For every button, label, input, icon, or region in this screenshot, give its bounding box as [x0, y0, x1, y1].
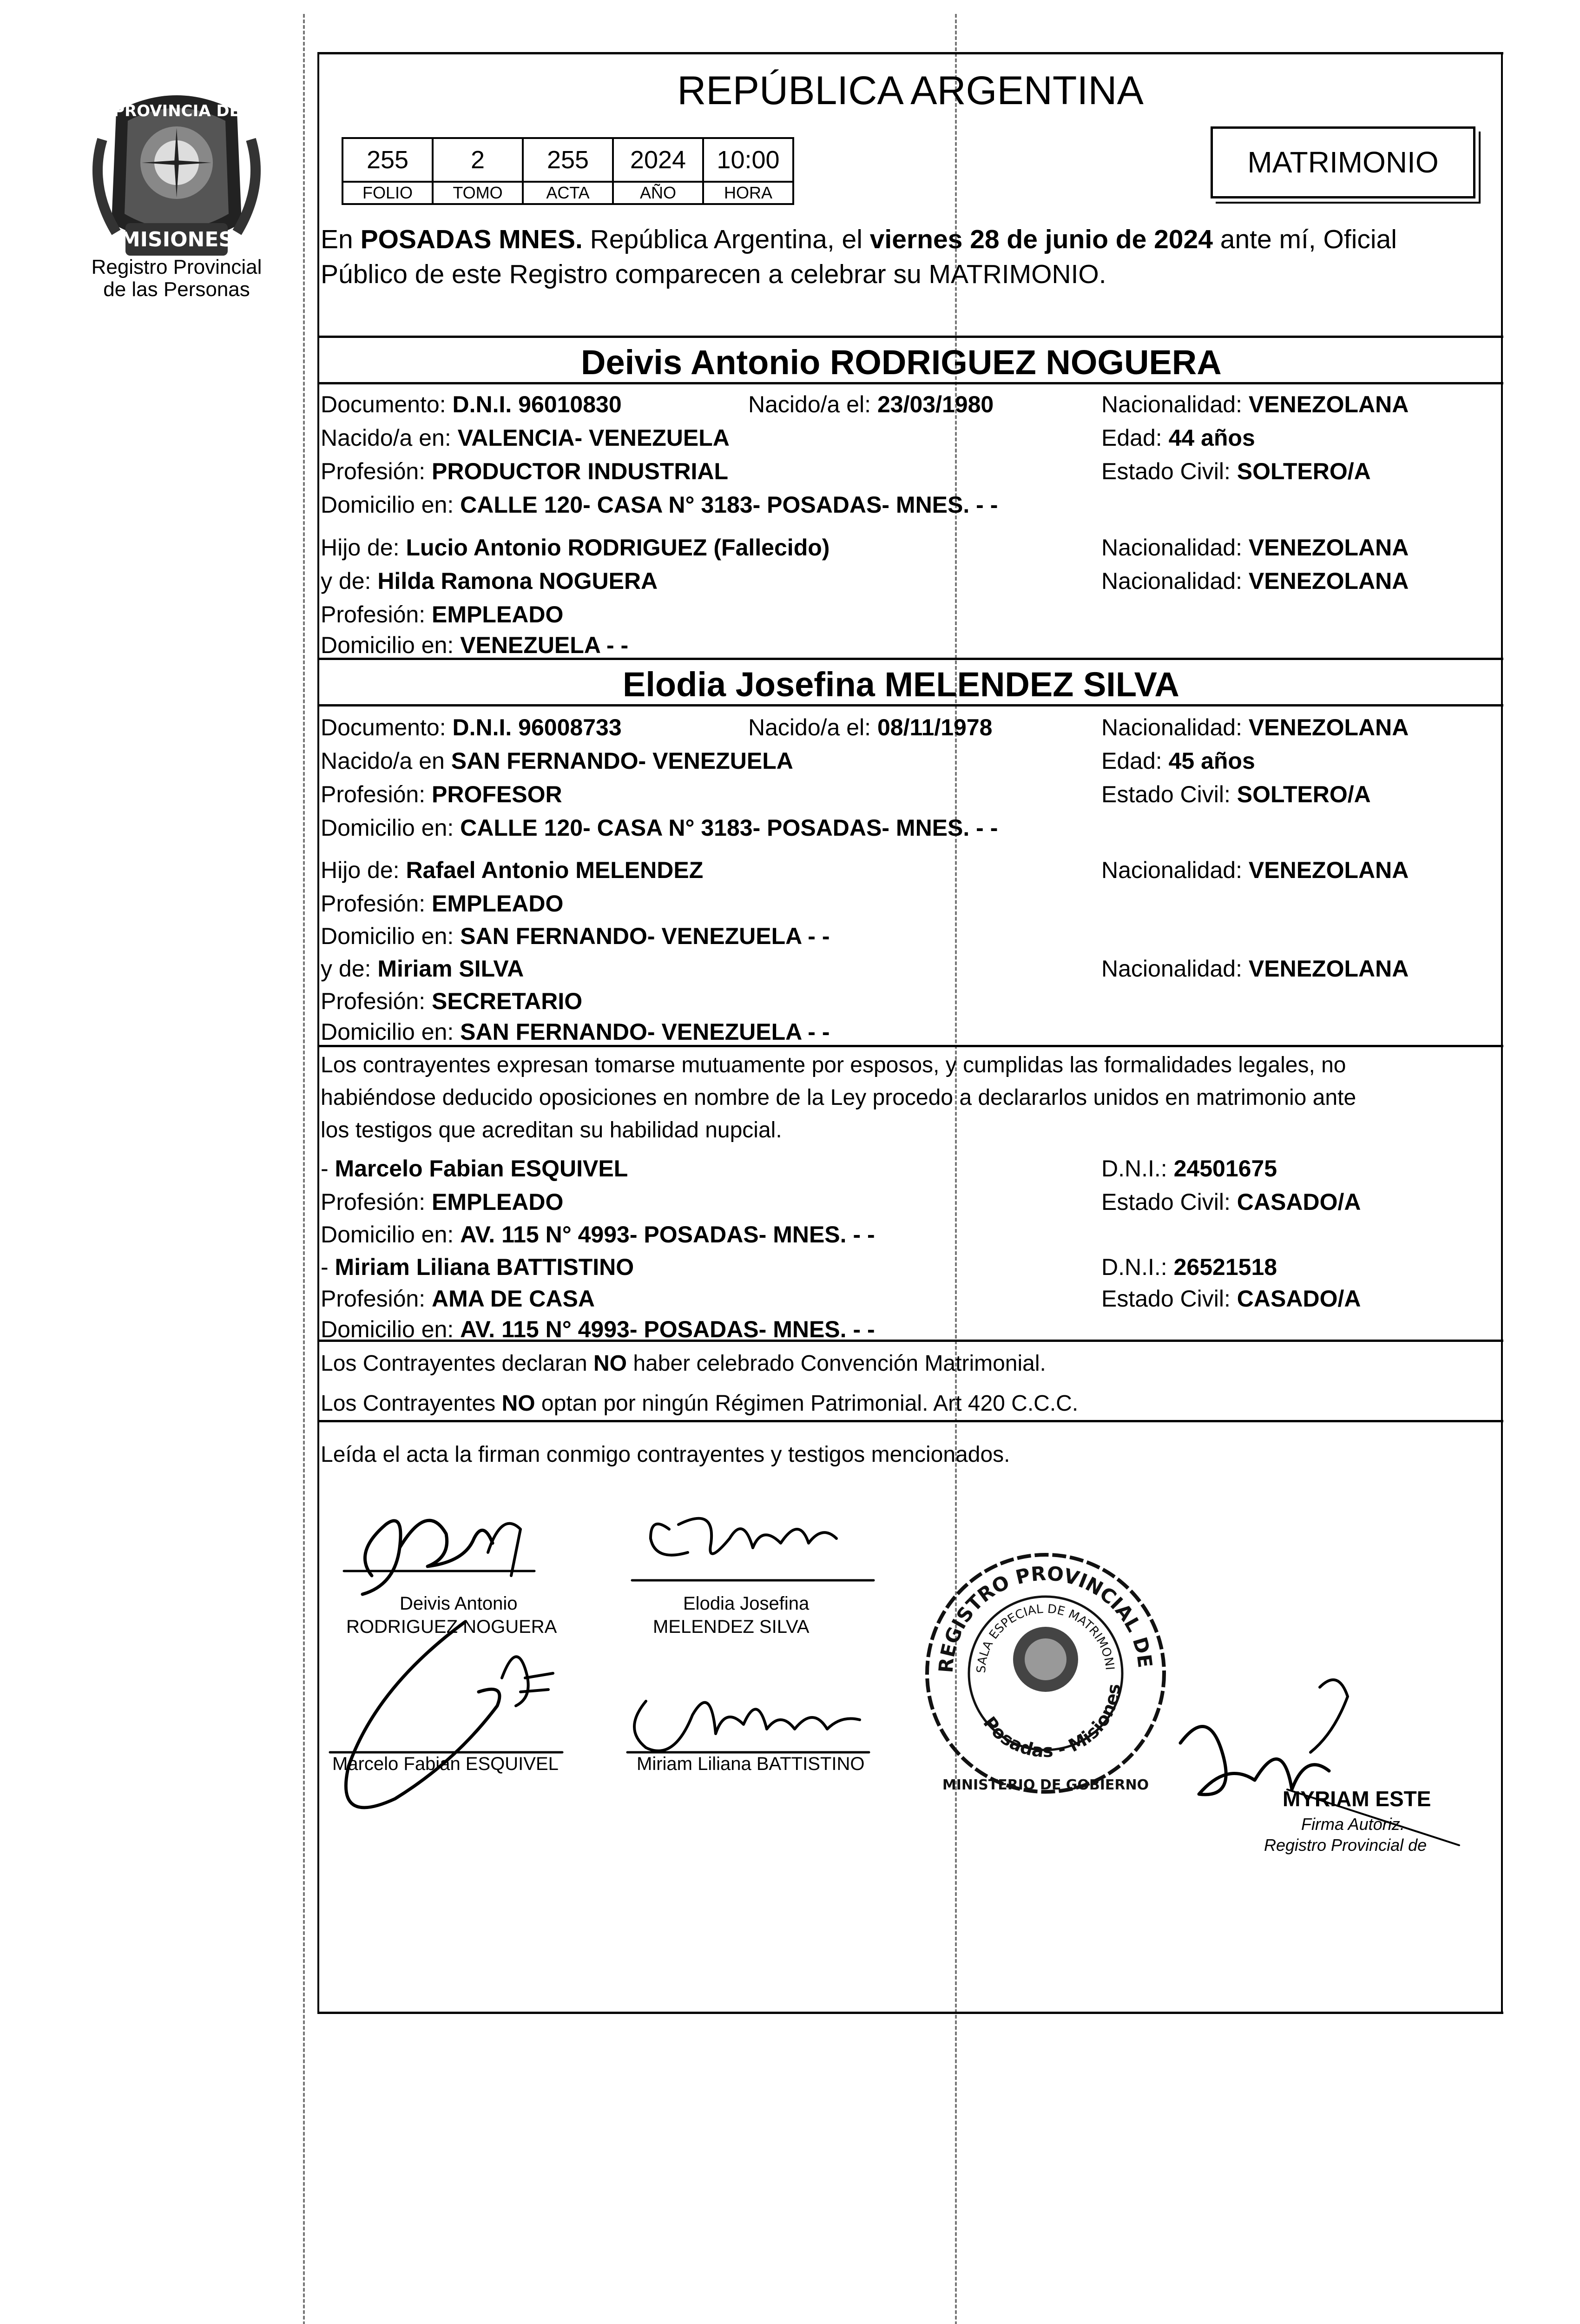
spouse2-nacido-el: Nacido/a el: 08/11/1978 [748, 714, 993, 740]
spouse2-documento: Documento: D.N.I. 96008733 [321, 714, 622, 740]
logo-caption-1: Registro Provincial [91, 256, 262, 278]
official-seal [915, 1543, 1176, 1803]
seal-stamp-icon [915, 1543, 1176, 1803]
seal-inner-text: SALA ESPECIAL DE MATRIMONI [974, 1602, 1117, 1674]
spouse2-padre-profesion: Profesión: EMPLEADO [321, 891, 564, 917]
frame-left [317, 52, 319, 2014]
spouse1-nacionalidad: Nacionalidad: VENEZOLANA [1101, 391, 1409, 417]
spouse1-padre-nacionalidad: Nacionalidad: VENEZOLANA [1101, 535, 1409, 561]
signature-witness2-label: Miriam Liliana BATTISTINO [637, 1754, 865, 1774]
registry-info-table [342, 137, 794, 205]
spouse2-nacido-en: Nacido/a en SAN FERNANDO- VENEZUELA [321, 748, 793, 774]
spouse1-estado-civil: Estado Civil: SOLTERO/A [1101, 458, 1371, 484]
signature-spouse2-label-2: MELENDEZ SILVA [653, 1617, 810, 1637]
hora-label: HORA [703, 182, 793, 204]
crest-top-text: PROVINCIA DE [113, 102, 240, 120]
intro-p3: República Argentina, el [582, 224, 870, 254]
witness1-dni: D.N.I.: 24501675 [1101, 1155, 1277, 1182]
ano-value: 2024 [613, 138, 703, 182]
spouse2-madre-domicilio: Domicilio en: SAN FERNANDO- VENEZUELA - - [321, 1019, 830, 1045]
witness2-domicilio: Domicilio en: AV. 115 N° 4993- POSADAS- MNES. - - [321, 1316, 875, 1342]
spouse1-profesion: Profesión: PRODUCTOR INDUSTRIAL [321, 458, 728, 484]
frame-top [317, 52, 1503, 54]
intro-line-2: Público de este Registro comparecen a celebrar su MATRIMONIO. [321, 259, 1106, 289]
declaration-line-2: habiéndose deducido oposiciones en nombre de la Ley procedo a declararlos unidos en matrimonio ante [321, 1085, 1356, 1110]
divider-after-convention [317, 1420, 1503, 1422]
ano-label: AÑO [613, 182, 703, 204]
spouse1-nacido-en: Nacido/a en: VALENCIA- VENEZUELA [321, 425, 730, 451]
hora-value: 10:00 [703, 138, 793, 182]
signature-witness1 [321, 1613, 581, 1855]
official-office: Registro Provincial de [1264, 1835, 1427, 1855]
province-crest-icon [84, 84, 270, 279]
seal-footer-text: MINISTERIO DE GOBIERNO [942, 1777, 1149, 1793]
spouse1-padres-domicilio: Domicilio en: VENEZUELA - - [321, 632, 629, 658]
spouse1-name: Deivis Antonio RODRIGUEZ NOGUERA [581, 343, 1222, 382]
spouse2-madre: y de: Miriam SILVA [321, 956, 524, 982]
witness2-profesion: Profesión: AMA DE CASA [321, 1286, 595, 1312]
witness2-estado-civil: Estado Civil: CASADO/A [1101, 1286, 1361, 1312]
margin-guide-left [303, 14, 305, 2324]
logo-caption-2: de las Personas [103, 278, 250, 301]
spouse2-domicilio: Domicilio en: CALLE 120- CASA N° 3183- POSADAS- MNES. - - [321, 815, 998, 841]
signature-witness1-label: Marcelo Fabian ESQUIVEL [332, 1754, 559, 1774]
official-name: MYRIAM ESTE [1283, 1787, 1431, 1811]
tomo-label: TOMO [433, 182, 523, 204]
witness1-estado-civil: Estado Civil: CASADO/A [1101, 1189, 1361, 1215]
divider-after-intro [317, 336, 1503, 338]
spouse2-padre-domicilio: Domicilio en: SAN FERNANDO- VENEZUELA - - [321, 923, 830, 949]
frame-bottom [317, 2012, 1503, 2014]
svg-text:Posadas - Misiones [979, 1683, 1124, 1762]
signature-spouse1 [335, 1483, 576, 1604]
spouse2-madre-profesion: Profesión: SECRETARIO [321, 988, 583, 1014]
spouse2-nacionalidad: Nacionalidad: VENEZOLANA [1101, 714, 1409, 740]
spouse1-nacido-el: Nacido/a el: 23/03/1980 [748, 391, 994, 417]
spouse1-padre: Hijo de: Lucio Antonio RODRIGUEZ (Fallecido) [321, 535, 830, 561]
official-title: Firma Autoriz. [1301, 1815, 1405, 1834]
spouse1-madre: y de: Hilda Ramona NOGUERA [321, 568, 658, 594]
spouse2-edad: Edad: 45 años [1101, 748, 1255, 774]
convention-line-2: Los Contrayentes NO optan por ningún Régimen Patrimonial. Art 420 C.C.C. [321, 1391, 1079, 1416]
document-title: REPÚBLICA ARGENTINA [677, 68, 1144, 113]
witness2-name: - Miriam Liliana BATTISTINO [321, 1254, 634, 1280]
declaration-line-3: los testigos que acreditan su habilidad nupcial. [321, 1118, 782, 1142]
closing-text: Leída el acta la firman conmigo contrayentes y testigos mencionados. [321, 1442, 1010, 1467]
acta-value: 255 [523, 138, 613, 182]
declaration-line-1: Los contrayentes expresan tomarse mutuamente por esposos, y cumplidas las formalidades legales, no [321, 1053, 1346, 1077]
signature-spouse2 [623, 1497, 883, 1599]
spouse1-edad: Edad: 44 años [1101, 425, 1255, 451]
signature-spouse2-label-1: Elodia Josefina [683, 1593, 810, 1614]
seal-bottom-text: Posadas - Misiones [979, 1683, 1125, 1762]
spouse2-madre-nacionalidad: Nacionalidad: VENEZOLANA [1101, 956, 1409, 982]
acta-label: ACTA [523, 182, 613, 204]
spouse1-padres-profesion: Profesión: EMPLEADO [321, 601, 564, 627]
spouse2-padre: Hijo de: Rafael Antonio MELENDEZ [321, 857, 704, 883]
convention-line-1: Los Contrayentes declaran NO haber celebrado Convención Matrimonial. [321, 1351, 1046, 1376]
witness1-domicilio: Domicilio en: AV. 115 N° 4993- POSADAS- MNES. - - [321, 1221, 875, 1248]
tomo-value: 2 [433, 138, 523, 182]
spouse2-name: Elodia Josefina MELENDEZ SILVA [623, 665, 1179, 704]
spouse1-documento: Documento: D.N.I. 96010830 [321, 391, 622, 417]
witness1-name: - Marcelo Fabian ESQUIVEL [321, 1155, 628, 1182]
act-type-box: MATRIMONIO [1211, 126, 1475, 198]
signature-spouse1-label-1: Deivis Antonio [400, 1593, 518, 1614]
intro-p1: En [321, 224, 361, 254]
spouse2-estado-civil: Estado Civil: SOLTERO/A [1101, 781, 1371, 807]
registry-logo [84, 84, 270, 307]
intro-line-1 [321, 221, 1397, 258]
spouse1-domicilio: Domicilio en: CALLE 120- CASA N° 3183- POSADAS- MNES. - - [321, 492, 998, 518]
folio-value: 255 [342, 138, 433, 182]
intro-place: POSADAS MNES. [360, 224, 583, 254]
intro-p5: ante mí, Oficial [1212, 224, 1397, 254]
seal-outer-text: REGISTRO PROVINCIAL DE [934, 1562, 1157, 1674]
witness1-profesion: Profesión: EMPLEADO [321, 1189, 564, 1215]
signature-spouse1-label-2: RODRIGUEZ NOGUERA [346, 1617, 557, 1637]
witness2-dni: D.N.I.: 26521518 [1101, 1254, 1277, 1280]
spouse2-profesion: Profesión: PROFESOR [321, 781, 562, 807]
intro-date: viernes 28 de junio de 2024 [869, 224, 1213, 254]
spouse2-padre-nacionalidad: Nacionalidad: VENEZOLANA [1101, 857, 1409, 883]
crest-bottom-text: MISIONES [119, 228, 234, 251]
folio-label: FOLIO [342, 182, 433, 204]
spouse1-madre-nacionalidad: Nacionalidad: VENEZOLANA [1101, 568, 1409, 594]
frame-right [1501, 52, 1503, 2014]
